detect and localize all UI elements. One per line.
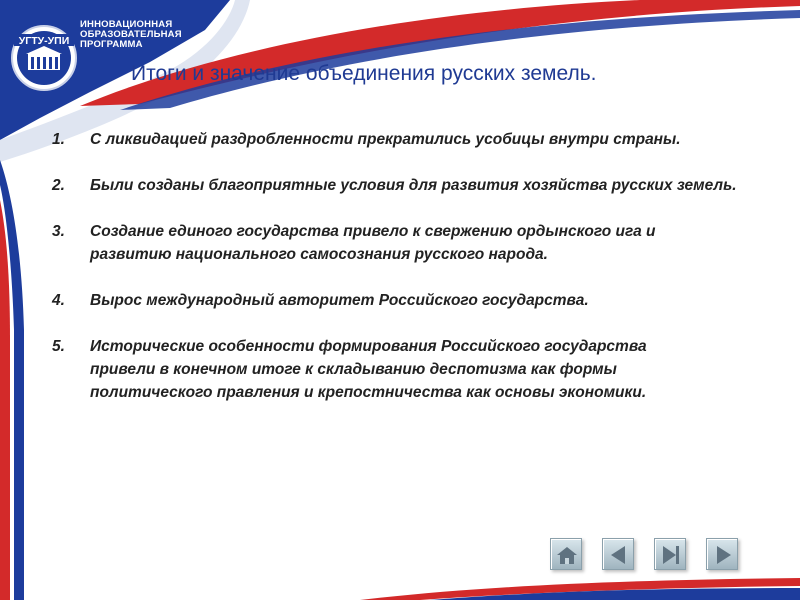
home-icon <box>551 539 583 571</box>
list-item <box>52 220 752 266</box>
logo-line-1: ИННОВАЦИОННАЯ <box>80 19 173 30</box>
list-item-number: 5. <box>52 338 65 355</box>
list-item-number: 1. <box>52 131 65 148</box>
logo-program-text <box>80 20 182 50</box>
list-item-number: 3. <box>52 223 65 240</box>
list-item <box>52 289 752 312</box>
logo-badge-text: УГТУ-УПИ <box>18 35 70 47</box>
list-item-text: Исторические особенности формирования Российского государства привели в конечном итоге к складыванию деспотизма как формы политического правления и крепостничества как основы экономики. <box>90 338 647 401</box>
last-slide-button[interactable] <box>654 538 686 570</box>
list-item <box>52 128 752 151</box>
next-button[interactable] <box>706 538 738 570</box>
logo-line-2: ОБРАЗОВАТЕЛЬНАЯ <box>80 29 182 40</box>
results-list <box>52 128 752 427</box>
list-item <box>52 174 752 197</box>
university-badge-icon <box>8 8 80 92</box>
list-item-text: С ликвидацией раздробленности прекратились усобицы внутри страны. <box>90 131 681 148</box>
list-item-number: 2. <box>52 177 65 194</box>
home-button[interactable] <box>550 538 582 570</box>
list-item-text: Были созданы благоприятные условия для развития хозяйства русских земель. <box>90 177 737 194</box>
slide-title: Итоги и значение объединения русских земель. <box>131 62 597 85</box>
list-item-number: 4. <box>52 292 65 309</box>
previous-button[interactable] <box>602 538 634 570</box>
previous-icon <box>603 539 635 571</box>
list-item-text: Создание единого государства привело к свержению ордынского ига и развитию национального самосознания русского народа. <box>90 223 656 263</box>
list-item <box>52 335 752 404</box>
next-icon <box>707 539 739 571</box>
logo-line-3: ПРОГРАММА <box>80 39 143 50</box>
last-slide-icon <box>655 539 687 571</box>
list-item-text: Вырос международный авторитет Российского государства. <box>90 292 589 309</box>
